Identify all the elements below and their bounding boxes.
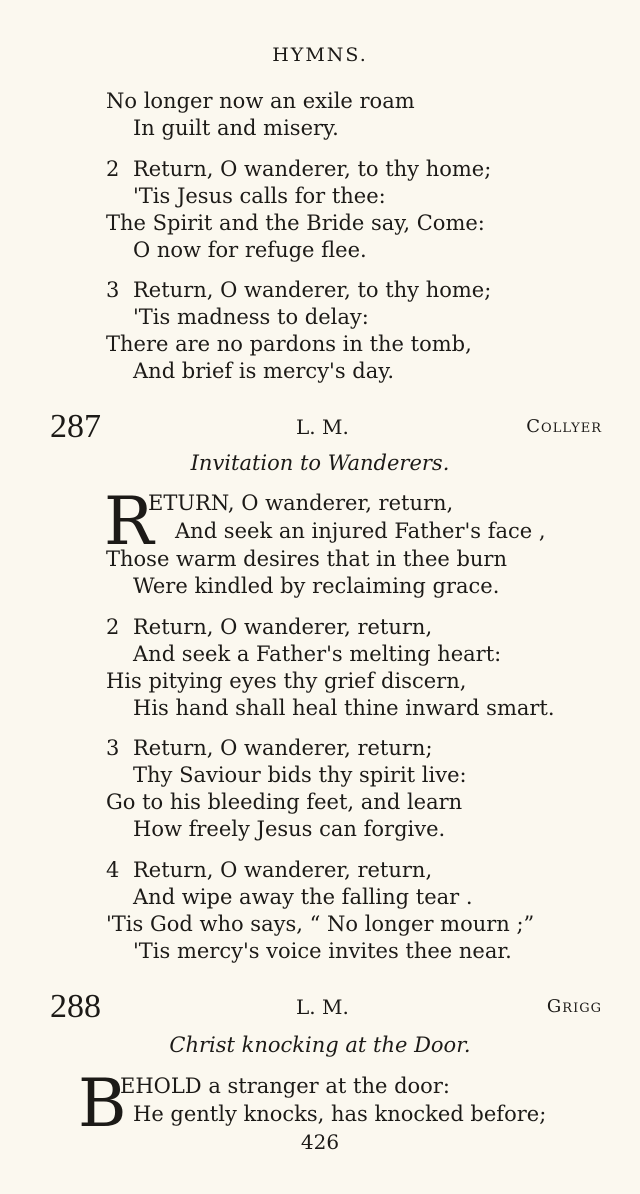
verse-line: He gently knocks, has knocked before; — [133, 1102, 547, 1126]
verse-line: 2 Return, O wanderer, to thy home; — [106, 157, 492, 181]
stanza-number: 3 — [106, 736, 120, 760]
hymn-subtitle: Invitation to Wanderers. — [190, 451, 450, 475]
verse-line: His pitying eyes thy grief discern, — [106, 669, 467, 693]
verse-line: Go to his bleeding feet, and learn — [106, 790, 463, 814]
verse-line: Were kindled by reclaiming grace. — [133, 574, 500, 598]
verse-line: In guilt and misery. — [133, 116, 339, 140]
tune-name: Grigg — [546, 996, 602, 1017]
page-number: 426 — [300, 1130, 340, 1154]
verse-line: 2 Return, O wanderer, return, — [106, 615, 433, 639]
verse-line: And brief is mercy's day. — [133, 359, 394, 383]
verse-line: Those warm desires that in thee burn — [106, 547, 507, 571]
verse-line: 3 Return, O wanderer, to thy home; — [106, 278, 492, 302]
tune-name: Collyer — [526, 416, 602, 437]
stanza-number: 2 — [106, 615, 120, 639]
drop-cap: B — [78, 1065, 127, 1142]
verse-line: 'Tis Jesus calls for thee: — [133, 184, 386, 208]
drop-cap: R — [104, 483, 154, 560]
verse-line: ETURN, O wanderer, return, — [148, 491, 454, 515]
verse-line: 'Tis madness to delay: — [133, 305, 369, 329]
verse-line: The Spirit and the Bride say, Come: — [106, 211, 485, 235]
verse-line: How freely Jesus can forgive. — [133, 817, 446, 841]
meter: L. M. — [296, 415, 349, 439]
verse-line: His hand shall heal thine inward smart. — [133, 696, 555, 720]
verse-line: And wipe away the falling tear . — [133, 885, 473, 909]
hymn-subtitle: Christ knocking at the Door. — [169, 1033, 471, 1057]
verse-line: 'Tis mercy's voice invites thee near. — [133, 939, 512, 963]
verse-line: O now for refuge flee. — [133, 238, 367, 262]
verse-line: Thy Saviour bids thy spirit live: — [133, 763, 467, 787]
verse-line: 4 Return, O wanderer, return, — [106, 858, 433, 882]
verse-line: And seek a Father's melting heart: — [133, 642, 502, 666]
verse-line: No longer now an exile roam — [106, 89, 415, 113]
hymn-number: 287 — [50, 408, 101, 445]
verse-line: 'Tis God who says, “ No longer mourn ;” — [106, 912, 535, 936]
stanza-number: 2 — [106, 157, 120, 181]
hymn-number: 288 — [50, 988, 101, 1025]
verse-line: 3 Return, O wanderer, return; — [106, 736, 433, 760]
stanza-number: 3 — [106, 278, 120, 302]
verse-line: There are no pardons in the tomb, — [106, 332, 472, 356]
meter: L. M. — [296, 995, 349, 1019]
verse-line: And seek an injured Father's face , — [175, 519, 546, 543]
running-head: HYMNS. — [272, 44, 368, 66]
verse-line: EHOLD a stranger at the door: — [120, 1074, 450, 1098]
stanza-number: 4 — [106, 858, 120, 882]
